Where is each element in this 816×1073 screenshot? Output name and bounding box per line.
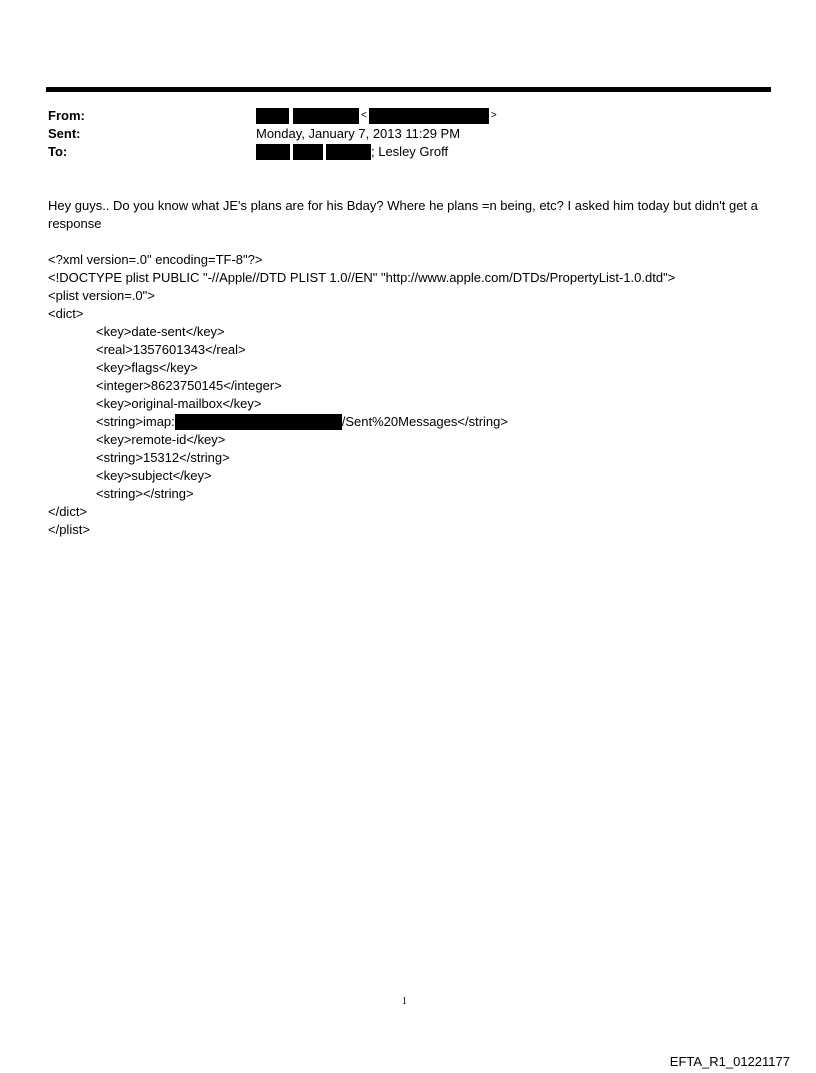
plist-entry: <string></string>	[96, 486, 194, 501]
plist-entry: <key>remote-id</key>	[96, 432, 226, 447]
sent-value: Monday, January 7, 2013 11:29 PM	[256, 126, 461, 141]
plist-entry: <key>original-mailbox</key>	[96, 396, 262, 411]
mailbox-entry	[48, 413, 675, 431]
plist-entry: <integer>8623750145</integer>	[96, 378, 282, 393]
message-body: Hey guys.. Do you know what JE's plans are for his Bday? Where he plans =n being, etc? I asked him today but didn't get a response	[48, 198, 758, 231]
from-value	[256, 107, 499, 125]
page-number: 1	[402, 996, 407, 1007]
plist-entry: <key>flags</key>	[96, 360, 198, 375]
from-close-bracket: >	[490, 110, 497, 121]
to-recipient-name: ; Lesley Groff	[371, 144, 449, 159]
redaction-box	[293, 144, 323, 160]
redaction-box	[293, 108, 359, 124]
sent-label: Sent:	[48, 126, 81, 141]
dict-open-tag: <dict>	[48, 306, 84, 321]
plist-open-tag: <plist version=.0">	[48, 288, 155, 303]
plist-block	[48, 251, 675, 539]
from-label: From:	[48, 108, 85, 123]
header-rule	[46, 87, 771, 92]
dict-close-tag: </dict>	[48, 504, 88, 519]
xml-declaration: <?xml version=.0" encoding=TF-8"?>	[48, 252, 263, 267]
to-value	[256, 143, 448, 161]
plist-entry: <string>15312</string>	[96, 450, 230, 465]
redaction-box	[326, 144, 371, 160]
redaction-box	[256, 108, 289, 124]
redaction-box	[175, 414, 342, 430]
to-label: To:	[48, 144, 68, 159]
doctype-line: <!DOCTYPE plist PUBLIC "-//Apple//DTD PLIST 1.0//EN" "http://www.apple.com/DTDs/PropertyList-1.0.dtd">	[48, 270, 676, 285]
plist-entry: <key>date-sent</key>	[96, 324, 225, 339]
plist-close-tag: </plist>	[48, 522, 90, 537]
mailbox-prefix: <string>imap:	[96, 414, 175, 429]
plist-entry: <key>subject</key>	[96, 468, 212, 483]
plist-entry: <real>1357601343</real>	[96, 342, 246, 357]
redaction-box	[369, 108, 489, 124]
mailbox-suffix: /Sent%20Messages</string>	[341, 414, 508, 429]
from-open-bracket: <	[361, 110, 367, 121]
redaction-box	[256, 144, 290, 160]
document-id: EFTA_R1_01221177	[669, 1054, 790, 1069]
